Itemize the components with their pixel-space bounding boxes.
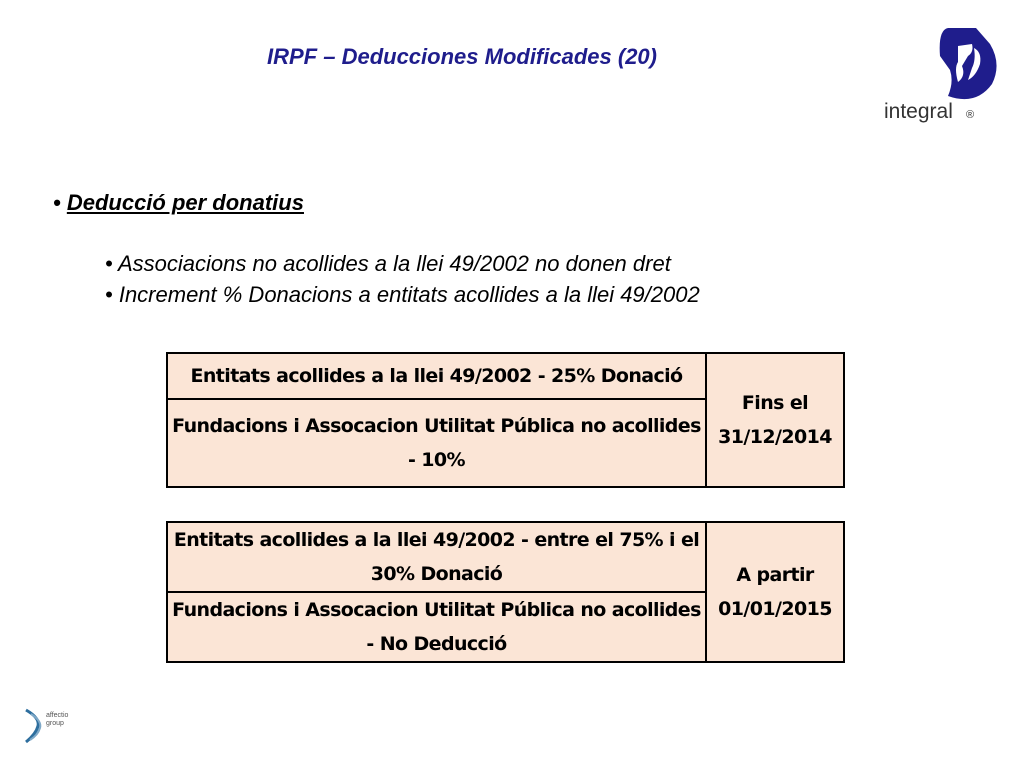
affectio-wordmark	[46, 712, 68, 728]
table-cell-entity: Fundacions i Assocacion Utilitat Pública no acollides - 10%	[167, 399, 706, 488]
sub-point-text: Associacions no acollides a la llei 49/2002 no donen dret	[118, 251, 671, 276]
affectio-logo-icon	[22, 708, 44, 744]
integral-wordmark: integral	[884, 100, 953, 123]
bullet-glyph: •	[53, 190, 61, 215]
table-row	[167, 522, 844, 592]
sub-point-2	[105, 282, 700, 308]
table-row	[167, 353, 844, 399]
bullet-glyph: •	[105, 282, 113, 307]
heading-bullet	[53, 190, 304, 216]
table-cell-entity: Fundacions i Assocacion Utilitat Pública no acollides - No Deducció	[167, 592, 706, 662]
deduction-table-from-2015	[166, 521, 845, 663]
sub-point-1	[105, 251, 671, 277]
table-cell-period: Fins el 31/12/2014	[706, 353, 844, 487]
integral-logo-icon	[936, 26, 998, 104]
slide-title: IRPF – Deducciones Modificades (20)	[267, 44, 657, 69]
table-cell-entity: Entitats acollides a la llei 49/2002 - entre el 75% i el 30% Donació	[167, 522, 706, 592]
affectio-group-logo	[22, 708, 102, 748]
integral-logo	[880, 26, 1010, 126]
affectio-line1: affectio	[46, 712, 69, 719]
sub-point-text: Increment % Donacions a entitats acollides a la llei 49/2002	[118, 282, 700, 307]
bullet-glyph: •	[105, 251, 113, 276]
table-cell-entity: Entitats acollides a la llei 49/2002 - 25% Donació	[167, 353, 706, 399]
registered-mark: ®	[966, 109, 975, 121]
section-heading: Deducció per donatius	[66, 190, 304, 215]
table-cell-period: A partir 01/01/2015	[706, 522, 844, 662]
affectio-line2: group	[46, 720, 64, 727]
deduction-table-until-2014	[166, 352, 845, 488]
